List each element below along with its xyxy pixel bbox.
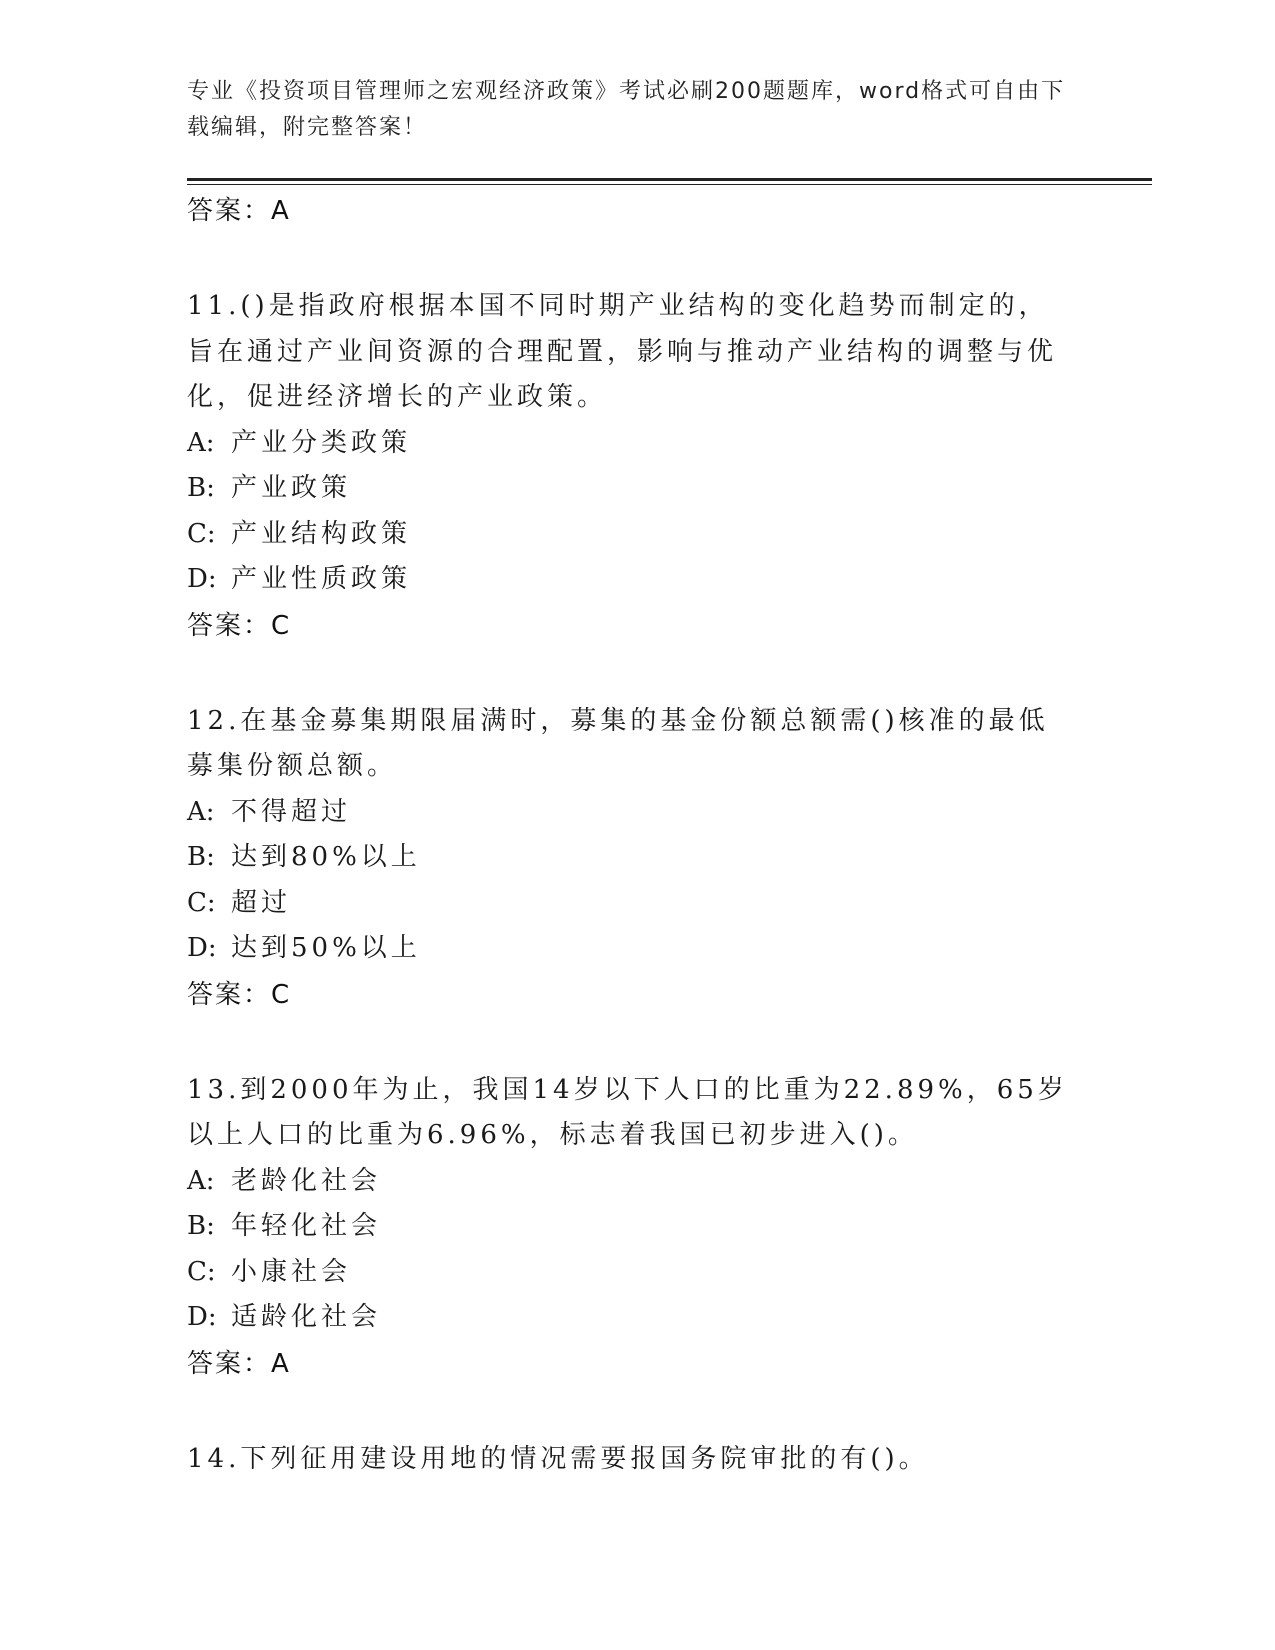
option-text: 产业分类政策 (231, 427, 412, 458)
option-text: 达到50%以上 (231, 933, 421, 963)
option-c (187, 881, 1077, 927)
option-key: C: (187, 1256, 216, 1287)
option-a (187, 1159, 1077, 1205)
option-c (187, 512, 1077, 558)
option-d (187, 926, 1077, 972)
option-text: 年轻化社会 (231, 1211, 382, 1241)
answer-line (187, 972, 1077, 1018)
answer-label: 答案： (187, 1348, 272, 1379)
option-key: C: (187, 887, 216, 918)
answer-value: C (271, 979, 291, 1010)
option-key: A: (187, 427, 215, 458)
option-text: 不得超过 (231, 796, 352, 827)
header-rule-thick (187, 178, 1152, 181)
option-text: 适龄化社会 (231, 1302, 382, 1332)
option-text: 达到80%以上 (231, 842, 421, 872)
answer-line (187, 603, 1077, 649)
question-13 (187, 1068, 1077, 1387)
question-11 (187, 284, 1077, 649)
answer-value: A (271, 196, 290, 226)
option-key: B: (187, 1211, 215, 1241)
option-a (187, 421, 1077, 467)
option-b (187, 835, 1077, 881)
question-text: 12.在基金募集期限届满时，募集的基金份额总额需()核准的最低募集份额总额。 (187, 705, 1049, 781)
option-text: 超过 (231, 887, 292, 918)
question-14 (187, 1437, 1077, 1483)
answer-line (187, 1341, 1077, 1387)
answer-label: 答案： (187, 979, 272, 1010)
option-key: C: (187, 518, 216, 549)
document-content (187, 188, 1077, 1482)
answer-value: A (271, 1348, 290, 1379)
option-a (187, 790, 1077, 836)
option-key: A: (187, 1165, 215, 1196)
option-d (187, 557, 1077, 603)
question-text: 11.()是指政府根据本国不同时期产业结构的变化趋势而制定的，旨在通过产业间资源的合理配置，影响与推动产业结构的调整与优化，促进经济增长的产业政策。 (187, 291, 1058, 412)
answer-line (187, 188, 1077, 234)
answer-value: C (271, 610, 291, 641)
option-key: B: (187, 842, 215, 872)
option-key: D: (187, 933, 217, 963)
answer-label: 答案： (187, 610, 272, 641)
answer-label: 答案： (187, 196, 272, 226)
question-text: 13.到2000年为止，我国14岁以下人口的比重为22.89%，65岁以上人口的比重为6.96%，标志着我国已初步进入()。 (187, 1074, 1068, 1150)
option-text: 小康社会 (231, 1256, 352, 1287)
question-12 (187, 699, 1077, 1018)
question-text: 14.下列征用建设用地的情况需要报国务院审批的有()。 (187, 1443, 929, 1474)
option-key: B: (187, 473, 215, 503)
page-header: 专业《投资项目管理师之宏观经济政策》考试必刷200题题库，word格式可自由下载编辑，附完整答案！ (187, 79, 1066, 140)
option-key: D: (187, 1302, 217, 1332)
option-key: A: (187, 796, 215, 827)
option-text: 产业性质政策 (231, 564, 412, 594)
option-b (187, 1204, 1077, 1250)
option-text: 产业结构政策 (231, 518, 412, 549)
option-c (187, 1250, 1077, 1296)
option-key: D: (187, 564, 217, 594)
option-text: 产业政策 (231, 473, 352, 503)
option-text: 老龄化社会 (231, 1165, 382, 1196)
header-rule-thin (187, 184, 1152, 185)
option-b (187, 466, 1077, 512)
option-d (187, 1295, 1077, 1341)
